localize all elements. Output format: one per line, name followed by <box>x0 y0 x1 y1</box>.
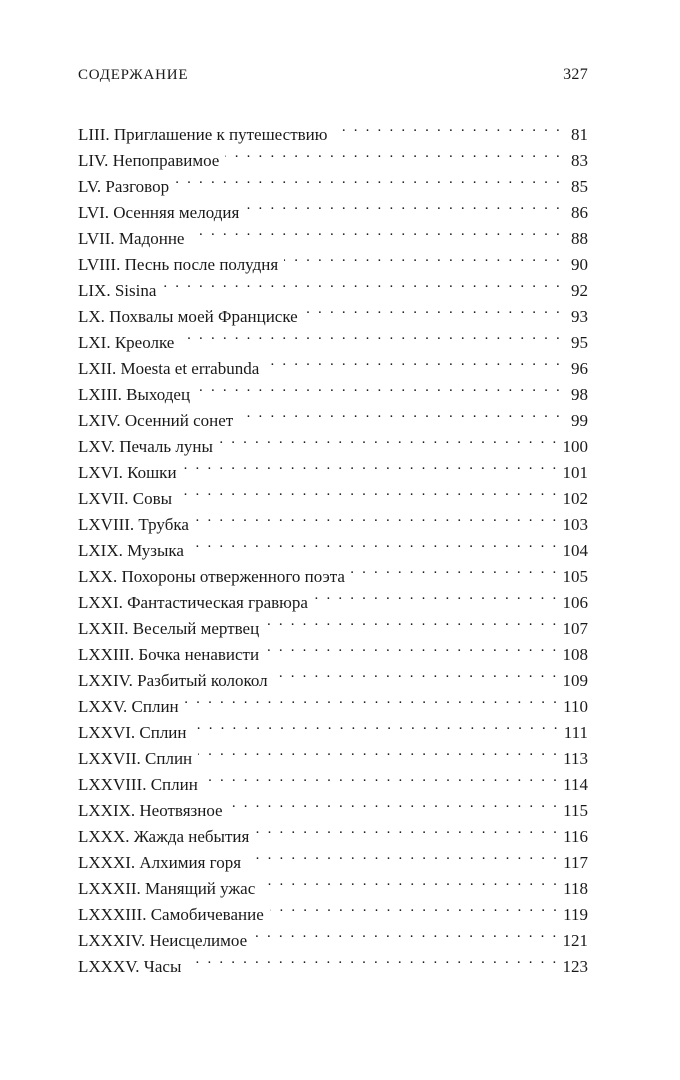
toc-entry-title: LXXI. Фантастическая гравюра <box>78 593 308 612</box>
toc-entry-page: 106 <box>562 593 588 612</box>
toc-entry-title: LXXXIII. Самобичевание <box>78 905 264 924</box>
dot-leader <box>175 166 562 192</box>
dot-leader <box>245 192 562 218</box>
toc-entry-title: LXVI. Кошки <box>78 463 177 482</box>
toc-entry-page: 100 <box>562 437 588 456</box>
toc-entry-title: LXXVII. Сплин <box>78 749 193 768</box>
toc-entry-page: 81 <box>571 125 588 144</box>
toc-entry-title: LXX. Похороны отверженного поэта <box>78 567 345 586</box>
toc-entry-page: 109 <box>562 671 588 690</box>
toc-entry-title: LXXIV. Разбитый колокол <box>78 671 268 690</box>
dot-leader <box>284 244 562 270</box>
toc-entry-page: 108 <box>562 645 588 664</box>
toc-entry-title: LXXXI. Алхимия горя <box>78 853 242 872</box>
toc-entry-page: 101 <box>562 463 588 482</box>
toc-entry-page: 103 <box>562 515 588 534</box>
dot-leader <box>196 374 562 400</box>
dot-leader <box>247 842 559 868</box>
dot-leader <box>204 764 559 790</box>
toc-entry-title: LXI. Креолке <box>78 333 175 352</box>
toc-entry-page: 119 <box>563 905 588 924</box>
toc-entry-title: LVI. Осенняя мелодия <box>78 203 240 222</box>
toc-entry-title: LIII. Приглашение к путешествию <box>78 125 328 144</box>
toc-entry-page: 105 <box>562 567 588 586</box>
dot-leader <box>314 582 559 608</box>
toc-entry-title: LXIV. Осенний сонет <box>78 411 234 430</box>
book-page <box>78 0 588 1080</box>
toc-entry-title: LXIX. Музыка <box>78 541 184 560</box>
toc-entry-page: 111 <box>563 723 588 742</box>
toc-entry-title: LXVIII. Трубка <box>78 515 189 534</box>
header-page-number: 327 <box>563 66 588 83</box>
dot-leader <box>265 634 558 660</box>
dot-leader <box>265 608 558 634</box>
toc-entry-title: LIX. Sisina <box>78 281 157 300</box>
toc-entry-page: 110 <box>563 697 588 716</box>
running-header <box>78 66 588 84</box>
toc-entry-title: LXXX. Жажда небытия <box>78 827 250 846</box>
toc-entry-page: 86 <box>571 203 588 222</box>
header-title: СОДЕРЖАНИЕ <box>78 67 189 83</box>
toc-entry-page: 96 <box>571 359 588 378</box>
dot-leader <box>185 686 559 712</box>
toc-entry-page: 90 <box>571 255 588 274</box>
dot-leader <box>190 218 562 244</box>
dot-leader <box>219 426 559 452</box>
toc-entry-title: LX. Похвалы моей Франциске <box>78 307 298 326</box>
dot-leader <box>193 712 560 738</box>
toc-entry-page: 115 <box>563 801 588 820</box>
toc-entry-page: 98 <box>571 385 588 404</box>
table-of-contents <box>78 114 588 976</box>
toc-entry-page: 85 <box>571 177 588 196</box>
dot-leader <box>265 348 562 374</box>
toc-entry-title: LXVII. Совы <box>78 489 173 508</box>
dot-leader <box>183 452 559 478</box>
toc-entry-title: LXXV. Сплин <box>78 697 179 716</box>
dot-leader <box>180 322 562 348</box>
dot-leader <box>261 868 559 894</box>
toc-entry-page: 104 <box>562 541 588 560</box>
dot-leader <box>239 400 562 426</box>
toc-entry-title: LXXIX. Неотвязное <box>78 801 223 820</box>
toc-entry-page: 114 <box>563 775 588 794</box>
dot-leader <box>190 530 559 556</box>
dot-leader <box>351 556 559 582</box>
dot-leader <box>274 660 559 686</box>
toc-entry-title: LXIII. Выходец <box>78 385 191 404</box>
toc-entry-title: LV. Разговор <box>78 177 170 196</box>
toc-entry-title: LXV. Печаль луны <box>78 437 213 456</box>
dot-leader <box>304 296 562 322</box>
toc-entry-page: 92 <box>571 281 588 300</box>
toc-entry-page: 121 <box>562 931 588 950</box>
toc-entry-title: LXXIII. Бочка ненависти <box>78 645 260 664</box>
toc-entry-title: LVII. Мадонне <box>78 229 185 248</box>
toc-entry-title: LXXXV. Часы <box>78 957 182 976</box>
toc-entry-title: LXII. Moesta et errabunda <box>78 359 260 378</box>
dot-leader <box>198 738 559 764</box>
toc-entry-page: 107 <box>562 619 588 638</box>
toc-entry-page: 117 <box>563 853 588 872</box>
dot-leader <box>270 894 559 920</box>
dot-leader <box>333 114 562 140</box>
toc-entry-page: 83 <box>571 151 588 170</box>
toc-entry-page: 93 <box>571 307 588 326</box>
toc-entry-page: 116 <box>563 827 588 846</box>
toc-entry-title: LVIII. Песнь после полудня <box>78 255 279 274</box>
dot-leader <box>225 140 562 166</box>
toc-entry-page: 99 <box>571 411 588 430</box>
dot-leader <box>162 270 562 296</box>
toc-entry-page: 88 <box>571 229 588 248</box>
toc-entry-title: LXXXII. Манящий ужас <box>78 879 256 898</box>
toc-entry-title: LXXVI. Сплин <box>78 723 187 742</box>
dot-leader <box>253 920 558 946</box>
dot-leader <box>195 504 559 530</box>
toc-entry-page: 118 <box>563 879 588 898</box>
toc-entry <box>78 114 588 144</box>
toc-entry-page: 95 <box>571 333 588 352</box>
toc-entry-title: LXXVIII. Сплин <box>78 775 198 794</box>
dot-leader <box>229 790 560 816</box>
toc-entry-page: 113 <box>563 749 588 768</box>
dot-leader <box>187 946 558 972</box>
dot-leader <box>178 478 558 504</box>
dot-leader <box>255 816 559 842</box>
toc-entry-page: 102 <box>562 489 588 508</box>
toc-entry-title: LIV. Непоправимое <box>78 151 220 170</box>
toc-entry-title: LXXXIV. Неисцелимое <box>78 931 248 950</box>
toc-entry-title: LXXII. Веселый мертвец <box>78 619 260 638</box>
toc-entry-page: 123 <box>562 957 588 976</box>
